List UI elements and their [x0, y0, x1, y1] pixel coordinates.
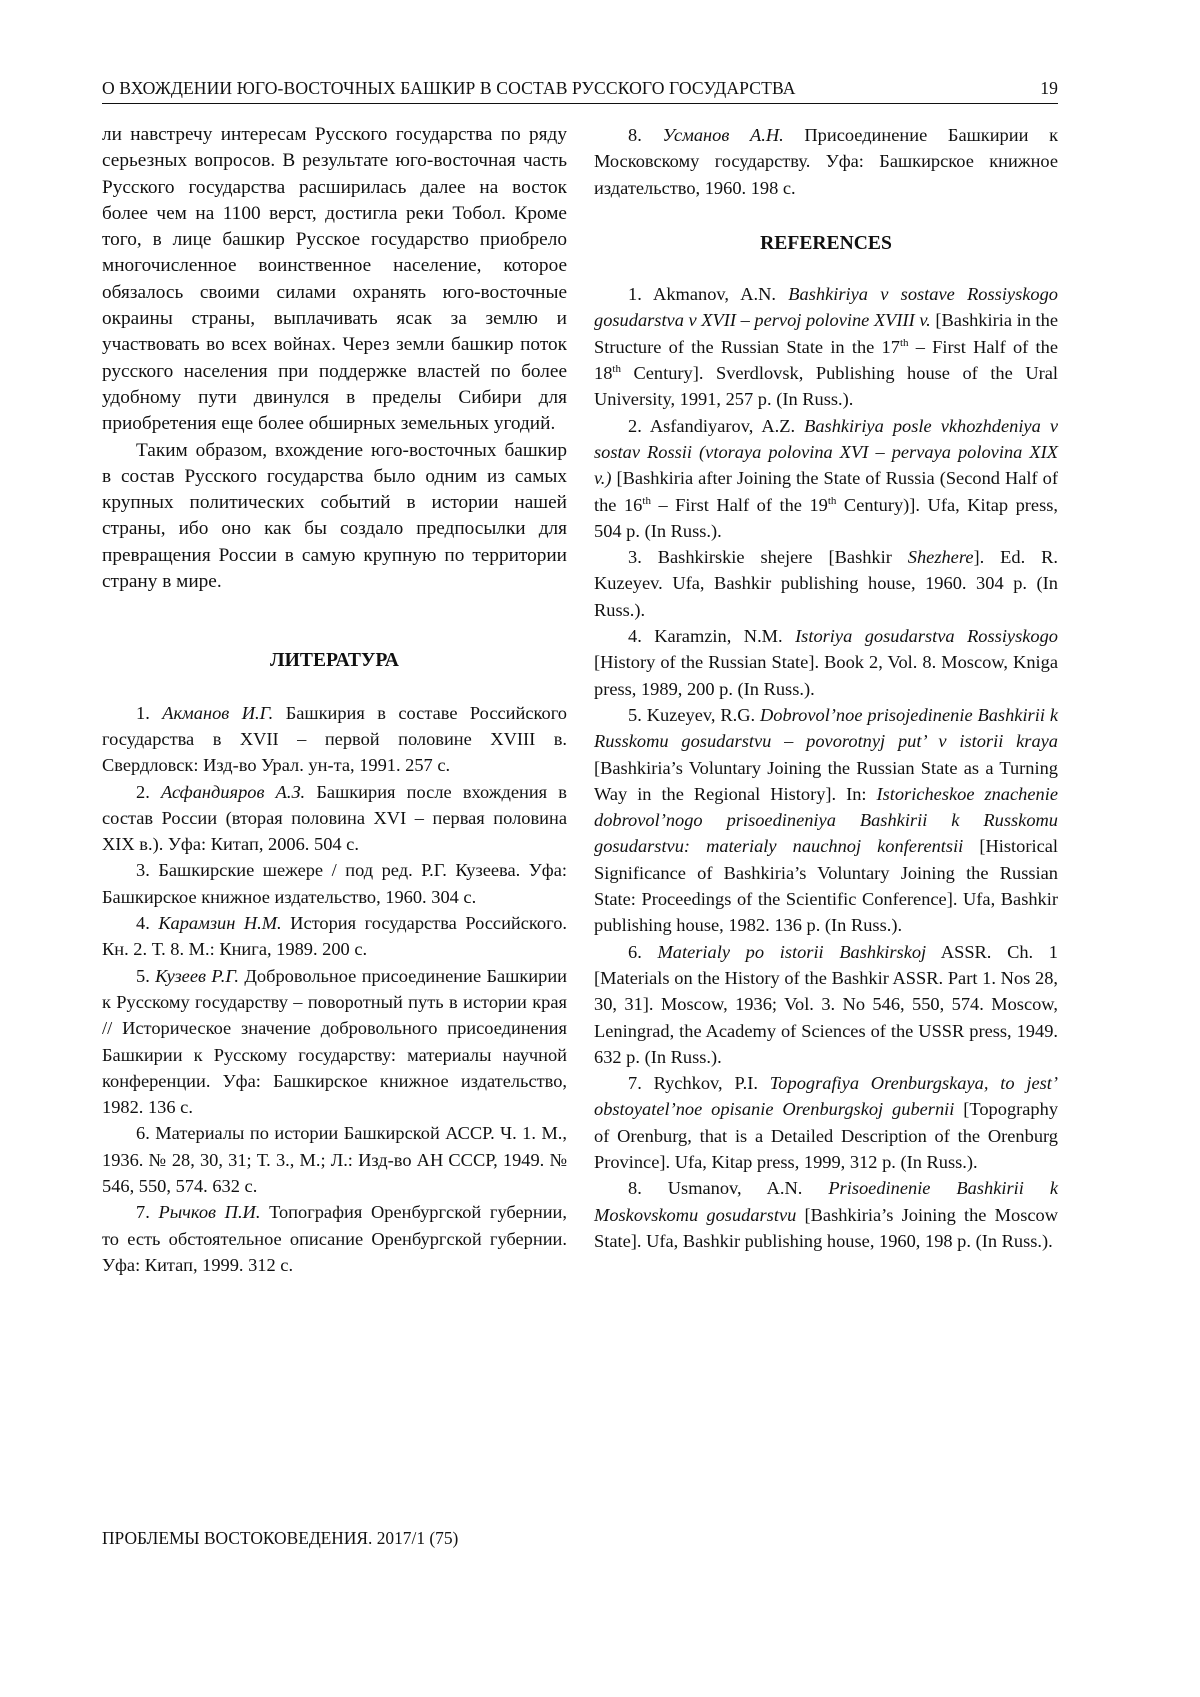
literatura-heading: ЛИТЕРАТУРА — [270, 650, 399, 672]
reference-item: 5. Kuzeyev, R.G. Dobrovol’noe prisojedinenie Bashkirii k Russkomu gosudarstvu – povorotnyj put’ v istorii kraya [Bashkiria’s Voluntary Joining the Russian State as a Turning Way in the Regional History]. In: Istoricheskoe znachenie dobrovol’nogo prisoedineniya Bashkirii k Russkomu gosudarstvu: materialy nauchnoj konferentsii [Historical Significance of Bashkiria’s Voluntary Joining the Russian State: Proceedings of the Scientific Conference]. Ufa, Bashkir publishing house, 1982. 136 p. (In Russ.). — [594, 704, 1059, 936]
literatura-item: 5. Кузеев Р.Г. Добровольное присоединение Башкирии к Русскому государству – поворотный путь в истории края // Историческое значение добровольного присоединения Башкирии к Русскому государству: материалы научной конференции. Уфа: Башкирское книжное издательство, 1982. 136 с. — [102, 965, 568, 1118]
literatura-item: 8. Усманов А.Н. Присоединение Башкирии к Московскому государству. Уфа: Башкирское книжное издательство, 1960. 198 с. — [594, 125, 1059, 198]
reference-item: 1. Akmanov, A.N. Bashkiriya v sostave Rossiyskogo gosudarstva v XVII – pervoj polovine XVIII v. [Bashkiria in the Structure of the Russian State in the 17th – First Half of the 18th Century]. Sverdlovsk, Publishing house of the Ural University, 1991, 257 p. (In Russ.). — [594, 284, 1058, 410]
running-head-title: О ВХОЖДЕНИИ ЮГО-ВОСТОЧНЫХ БАШКИР В СОСТАВ РУССКОГО ГОСУДАРСТВА — [102, 78, 796, 98]
literatura-item: 1. Акманов И.Г. Башкирия в составе Российского государства в XVII – первой половине XVIII в. Свердловск: Изд-во Урал. ун-та, 1991. 257 с. — [102, 702, 567, 776]
journal-footer: ПРОБЛЕМЫ ВОСТОКОВЕДЕНИЯ. 2017/1 (75) — [102, 1528, 459, 1548]
reference-item: 4. Karamzin, N.M. Istoriya gosudarstva Rossiyskogo [History of the Russian State]. Book 2, Vol. 8. Moscow, Kniga press, 1989, 200 p. (In Russ.). — [594, 626, 1058, 699]
running-head — [102, 78, 1058, 104]
references-heading: REFERENCES — [760, 232, 892, 254]
literatura-item: 7. Рычков П.И. Топография Оренбургской губернии, то есть обстоятельное описание Оренбургской губернии. Уфа: Китап, 1999. 312 с. — [102, 1202, 567, 1275]
body-paragraph: Таким образом, вхождение юго-восточных башкир в состав Русского государства было одним из самых крупных политических событий в истории нашей страны, ибо оно как бы создало предпосылки для превращения России в самую крупную по территории страну в мире. — [102, 439, 567, 593]
reference-item: 2. Asfandiyarov, A.Z. Bashkiriya posle vkhozhdeniya v sostav Rossii (vtoraya polovina XVI – pervaya polovina XIX v.) [Bashkiria after Joining the State of Russia (Second Half of the 16th – First Half of the 19th Century)]. Ufa, Kitap press, 504 p. (In Russ.). — [594, 415, 1058, 541]
reference-item: 6. Materialy po istorii Bashkirskoj ASSR. Ch. 1 [Materials on the History of the Bashkir ASSR. Part 1. Nos 28, 30, 31]. Moscow, 1936; Vol. 3. No 546, 550, 574. Moscow, Leningrad, the Academy of Sciences of the USSR press, 1949. 632 p. (In Russ.). — [594, 941, 1058, 1067]
left-column — [102, 122, 567, 1278]
reference-item: 7. Rychkov, P.I. Topografiya Orenburgskaya, to jest’ obstoyatel’noe opisanie Orenburgskoj gubernii [Topography of Orenburg, that is a Detailed Description of the Orenburg Province]. Ufa, Kitap press, 1999, 312 p. (In Russ.). — [594, 1073, 1059, 1172]
literatura-list — [102, 700, 567, 1279]
references-list — [594, 281, 1058, 1254]
literatura-item: 4. Карамзин Н.М. История государства Российского. Кн. 2. Т. 8. М.: Книга, 1989. 200 с. — [102, 913, 567, 960]
body-paragraph: ли навстречу интересам Русского государства по ряду серьезных вопросов. В результате юго-восточная часть Русского государства расширилась далее на восток более чем на 1100 верст, достигла реки Тобол. Кроме того, в лице башкир Русское государство приобрело многочисленное воинственное население, которое обязалось своими силами охранять юго-восточные окраины страны, выплачивать ясак за землю и участвовать во всех войнах. Через земли башкир поток русского населения при поддержке властей по более удобному пути двинулся в пределы Сибири для приобретения еще более обширных земельных угодий. — [102, 124, 567, 435]
reference-item: 3. Bashkirskie shejere [Bashkir Shezhere]. Ed. R. Kuzeyev. Ufa, Bashkir publishing house, 1960. 304 p. (In Russ.). — [594, 547, 1058, 620]
page-number: 19 — [1040, 78, 1058, 98]
literatura-item: 3. Башкирские шежере / под ред. Р.Г. Кузеева. Уфа: Башкирское книжное издательство, 1960. 304 с. — [102, 860, 567, 907]
right-column — [594, 122, 1058, 1254]
literatura-item: 6. Материалы по истории Башкирской АССР. Ч. 1. М., 1936. № 28, 30, 31; Т. 3., М.; Л.: Изд-во АН СССР, 1949. № 546, 550, 574. 632 с. — [102, 1123, 567, 1196]
literatura-item: 2. Асфандияров А.З. Башкирия после вхождения в состав России (вторая половина XVI – первая половина XIX в.). Уфа: Китап, 2006. 504 с. — [102, 781, 567, 855]
reference-item: 8. Usmanov, A.N. Prisoedinenie Bashkirii k Moskovskomu gosudarstvu [Bashkiria’s Joining the Moscow State]. Ufa, Bashkir publishing house, 1960, 198 p. (In Russ.). — [594, 1178, 1058, 1251]
